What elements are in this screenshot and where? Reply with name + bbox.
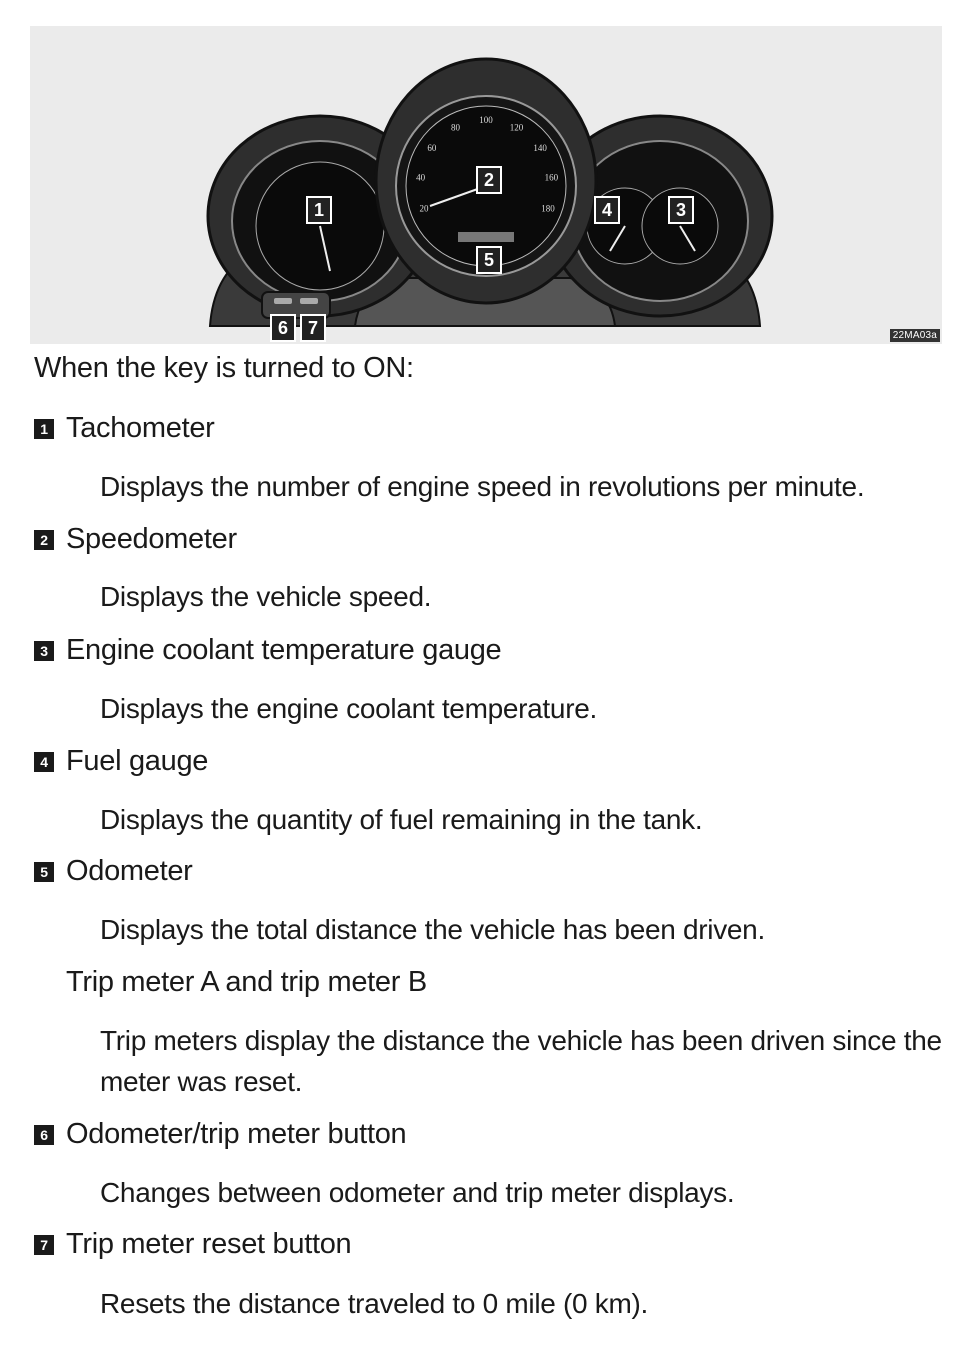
- speedo-tick-label: 120: [509, 122, 524, 133]
- speedo-tick-label: 100: [479, 115, 493, 125]
- item-coolant-gauge: [34, 634, 501, 667]
- speedo-tick-label: 180: [541, 203, 555, 214]
- item-title: Tachometer: [66, 412, 215, 444]
- item-tachometer: [34, 412, 215, 445]
- speedo-tick-label: 160: [544, 172, 559, 183]
- item-number: 5: [34, 862, 54, 882]
- item-title: Engine coolant temperature gauge: [66, 634, 502, 666]
- item-number: 4: [34, 752, 54, 772]
- speedo-tick-label: 20: [419, 203, 429, 214]
- item-title: Fuel gauge: [66, 745, 209, 777]
- callout-1: 1: [306, 196, 332, 224]
- trip-meter-description: Trip meters display the distance the vehicle has been driven since the meter was reset.: [100, 1025, 942, 1097]
- speedo-tick-label: 40: [416, 172, 426, 183]
- item-number: 3: [34, 641, 54, 661]
- callout-6: 6: [270, 314, 296, 342]
- callout-4: 4: [594, 196, 620, 224]
- item-title: Odometer: [66, 855, 193, 887]
- item-title: Speedometer: [66, 523, 237, 555]
- item-number: 6: [34, 1125, 54, 1145]
- item-odometer: [34, 855, 193, 888]
- item-description: Displays the number of engine speed in revolutions per minute.: [100, 471, 865, 502]
- item-description: Changes between odometer and trip meter displays.: [100, 1177, 735, 1208]
- item-title: Odometer/trip meter button: [66, 1118, 407, 1150]
- item-odometer-trip-button: [34, 1118, 406, 1151]
- item-description: Displays the vehicle speed.: [100, 581, 432, 612]
- speedo-tick-label: 80: [451, 122, 460, 133]
- instrument-cluster-figure: [30, 26, 942, 344]
- item-number: 1: [34, 419, 54, 439]
- item-description: Resets the distance traveled to 0 mile (0 km).: [100, 1288, 648, 1319]
- item-description: Displays the total distance the vehicle has been driven.: [100, 914, 765, 945]
- callout-5: 5: [476, 246, 502, 274]
- item-speedometer: [34, 523, 237, 556]
- item-fuel-gauge: [34, 745, 208, 778]
- speedo-tick-label: 60: [427, 143, 437, 154]
- figure-id: 22MA03a: [890, 329, 940, 342]
- callout-2: 2: [476, 166, 502, 194]
- intro-text: When the key is turned to ON:: [34, 352, 414, 384]
- item-description: Displays the quantity of fuel remaining in the tank.: [100, 804, 703, 835]
- item-number: 7: [34, 1235, 54, 1255]
- callout-3: 3: [668, 196, 694, 224]
- callout-7: 7: [300, 314, 326, 342]
- item-description: Displays the engine coolant temperature.: [100, 693, 597, 724]
- speedo-tick-label: 140: [533, 143, 547, 154]
- item-number: 2: [34, 530, 54, 550]
- item-title: Trip meter reset button: [66, 1228, 352, 1260]
- trip-meter-subhead: Trip meter A and trip meter B: [66, 966, 427, 998]
- item-trip-reset-button: [34, 1228, 351, 1261]
